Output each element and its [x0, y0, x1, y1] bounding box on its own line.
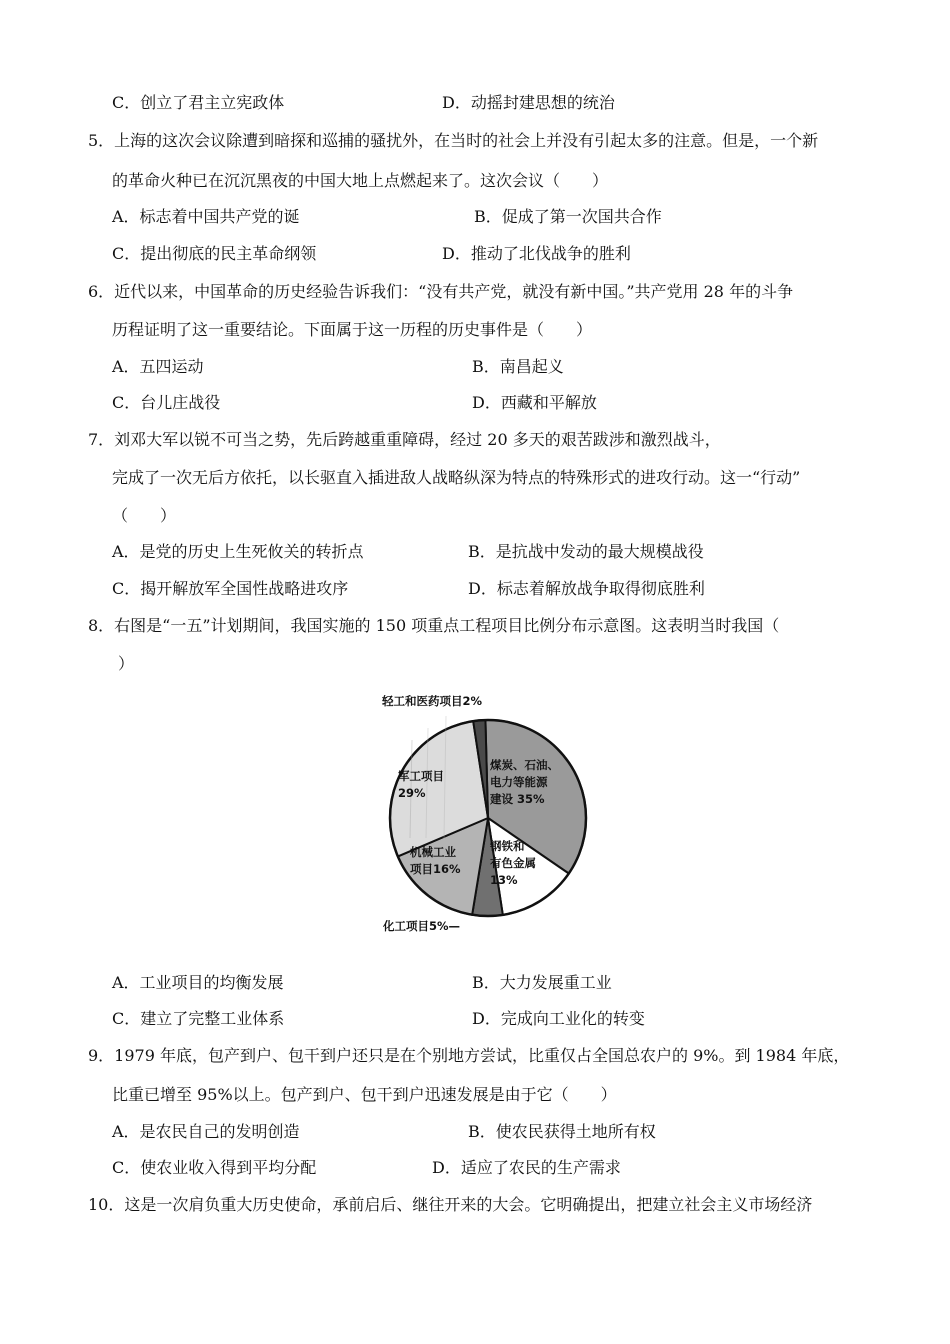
- q9-option-b: B．使农民获得土地所有权: [468, 1122, 656, 1141]
- q9-stem-line-1: 9．1979 年底，包产到户、包干到户还只是在个别地方尝试，比重仅占全国总农户的 9%。到 1984 年底，: [88, 1046, 850, 1065]
- q8-option-d: D．完成向工业化的转变: [472, 1009, 645, 1028]
- q10-stem-line-1: 10．这是一次肩负重大历史使命，承前启后、继往开来的大会。它明确提出，把建立社会主义市场经济: [88, 1195, 813, 1214]
- pie-slices: [390, 720, 586, 916]
- slice-label-energy-line-3: 建设 35%: [490, 792, 545, 806]
- q8-option-c: C．建立了完整工业体系: [112, 1009, 285, 1028]
- slice-label-steel-line-3: 13%: [490, 873, 518, 887]
- q6-option-a: A．五四运动: [112, 357, 204, 376]
- slice-label-light-industry: 轻工和医药项目2%: [382, 694, 483, 708]
- q6-option-c: C．台儿庄战役: [112, 393, 221, 412]
- q4-option-d: D．动摇封建思想的统治: [442, 93, 615, 112]
- q6-stem-line-2: 历程证明了这一重要结论。下面属于这一历程的历史事件是（ ）: [112, 320, 593, 339]
- q8-option-a: A．工业项目的均衡发展: [112, 973, 284, 992]
- q4-option-c: C．创立了君主立宪政体: [112, 93, 285, 112]
- q7-option-d: D．标志着解放战争取得彻底胜利: [468, 579, 705, 598]
- slice-label-military-line-2: 29%: [398, 786, 426, 800]
- q7-option-a: A．是党的历史上生死攸关的转折点: [112, 542, 364, 561]
- slice-label-machinery-line-2: 项目16%: [410, 862, 461, 876]
- q8-stem-line-2: ）: [118, 654, 135, 673]
- slice-label-military-line-1: 军工项目: [398, 769, 444, 783]
- slice-label-chemical: 化工项目5%—: [383, 919, 461, 933]
- q9-option-c: C．使农业收入得到平均分配: [112, 1158, 317, 1177]
- q5-stem-line-2: 的革命火种已在沉沉黑夜的中国大地上点燃起来了。这次会议（ ）: [112, 171, 609, 190]
- q7-stem-line-1: 7．刘邓大军以锐不可当之势，先后跨越重重障碍，经过 20 多天的艰苦跋涉和激烈战斗，: [88, 430, 721, 449]
- slice-label-steel-line-2: 有色金属: [490, 856, 536, 870]
- q5-stem-line-1: 5．上海的这次会议除遭到暗探和巡捕的骚扰外，在当时的社会上并没有引起太多的注意。但是，一个新: [88, 131, 819, 150]
- q5-option-d: D．推动了北伐战争的胜利: [442, 244, 631, 263]
- slice-label-machinery-line-1: 机械工业: [410, 845, 456, 859]
- q7-stem-line-2: 完成了一次无后方依托，以长驱直入插进敌人战略纵深为特点的特殊形式的进攻行动。这一“行动”: [112, 468, 801, 487]
- q5-option-b: B．促成了第一次国共合作: [474, 207, 662, 226]
- slice-label-energy-line-2: 电力等能源: [490, 775, 548, 789]
- q9-option-d: D．适应了农民的生产需求: [432, 1158, 621, 1177]
- slice-label-energy-line-1: 煤炭、石油、: [490, 758, 559, 772]
- slice-label-steel-line-1: 钢铁和: [490, 839, 525, 853]
- q6-option-b: B．南昌起义: [472, 357, 564, 376]
- q8-option-b: B．大力发展重工业: [472, 973, 612, 992]
- q6-option-d: D．西藏和平解放: [472, 393, 597, 412]
- q5-option-c: C．提出彻底的民主革命纲领: [112, 244, 317, 263]
- q6-stem-line-1: 6．近代以来，中国革命的历史经验告诉我们：“没有共产党，就没有新中国。”共产党用 28 年的斗争: [88, 282, 794, 301]
- project-distribution-pie-chart: [370, 688, 610, 940]
- q7-option-b: B．是抗战中发动的最大规模战役: [468, 542, 704, 561]
- q5-option-a: A．标志着中国共产党的诞: [112, 207, 300, 226]
- q9-option-a: A．是农民自己的发明创造: [112, 1122, 300, 1141]
- q8-stem-line-1: 8．右图是“一五”计划期间，我国实施的 150 项重点工程项目比例分布示意图。这表明当时我国（: [88, 616, 780, 635]
- q9-stem-line-2: 比重已增至 95%以上。包产到户、包干到户迅速发展是由于它（ ）: [112, 1085, 617, 1104]
- q7-option-c: C．揭开解放军全国性战略进攻序: [112, 579, 349, 598]
- q7-stem-line-3: （ ）: [112, 506, 177, 525]
